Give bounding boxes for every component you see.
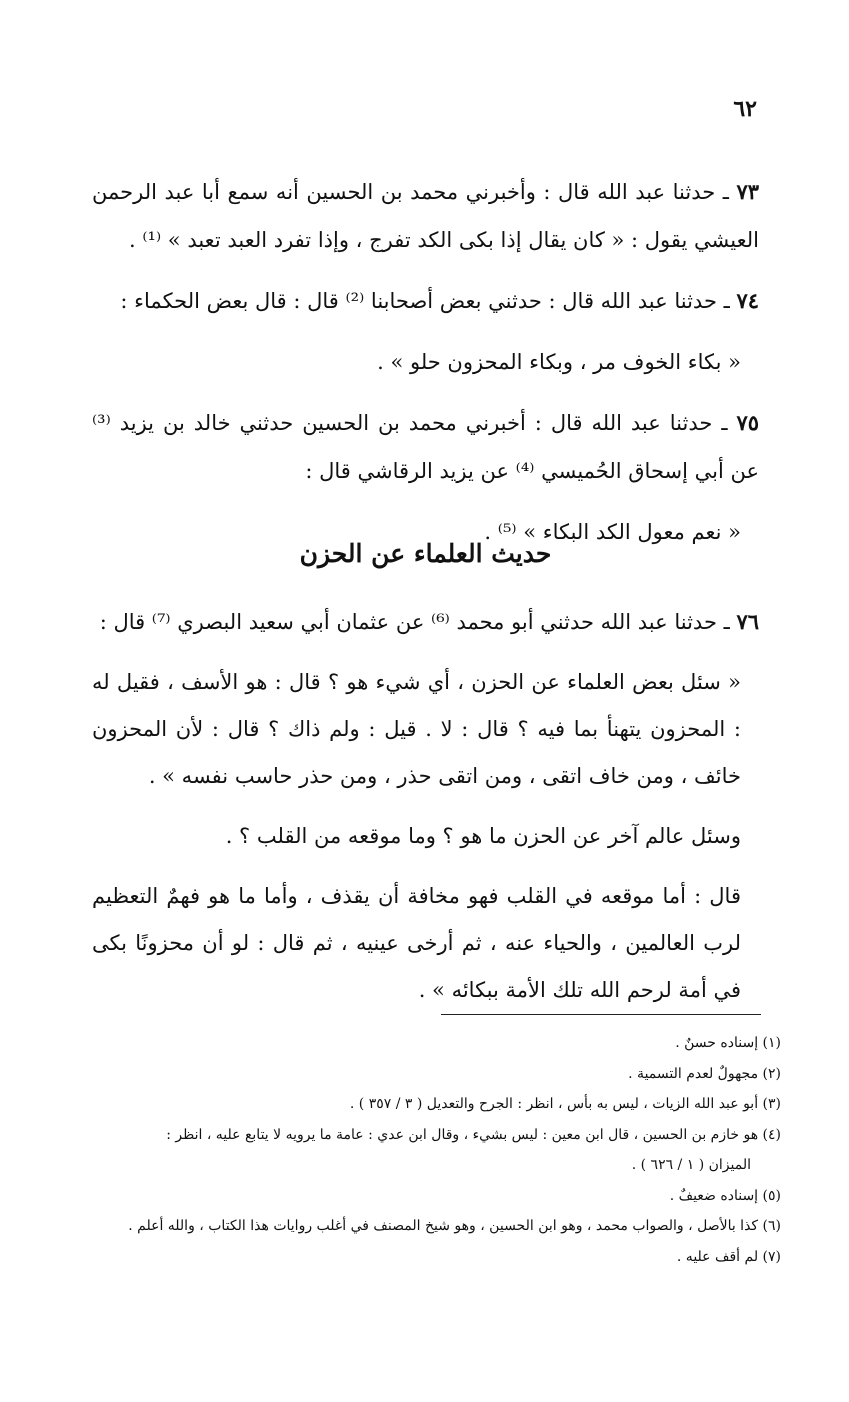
footnote-separator (441, 1014, 761, 1015)
paragraph-text: « سئل بعض العلماء عن الحزن ، أي شيء هو ؟ قال : هو الأسف ، فقيل له : المحزون يتهنأ بما فيه ؟ قال : لا . قيل : ولم ذاك ؟ قال : لأن المحزون خائف ، ومن خاف اتقى ، ومن اتقى حذر ، ومن حذر حاسب نفسه » . (92, 670, 741, 788)
quote-74 (92, 338, 759, 386)
hadith-number: ٧٣ (736, 179, 759, 204)
paragraph-76 (92, 598, 759, 646)
footnote-6: (٦) كذا بالأصل ، والصواب محمد ، وهو ابن الحسين ، وهو شيخ المصنف في أغلب روايات هذا الكتاب ، والله أعلم . (128, 1218, 781, 1234)
main-text-block-2 (92, 598, 759, 1027)
paragraph-75 (92, 399, 759, 495)
paragraph-text: « نعم معول الكد البكاء » ⁽⁵⁾ . (484, 520, 741, 544)
footnotes (70, 1028, 781, 1272)
paragraph-text: ـ حدثنا عبد الله حدثني أبو محمد ⁽⁶⁾ عن عثمان أبي سعيد البصري ⁽⁷⁾ قال : (99, 610, 737, 634)
paragraph-text: ـ حدثنا عبد الله قال : وأخبرني محمد بن الحسين أنه سمع أبا عبد الرحمن العيشي يقول : « كان يقال إذا بكى الكد تفرج ، وإذا تفرد العبد تعبد » ⁽¹⁾ . (92, 180, 759, 252)
paragraph-text: « بكاء الخوف مر ، وبكاء المحزون حلو » . (377, 350, 741, 374)
paragraph-second-question (92, 813, 759, 860)
page-number: ٦٢ (733, 96, 757, 122)
section-heading: حديث العلماء عن الحزن (299, 539, 552, 568)
paragraph-text: ـ حدثنا عبد الله قال : أخبرني محمد بن الحسين حدثني خالد بن يزيد ⁽³⁾ عن أبي إسحاق الحُميسي ⁽⁴⁾ عن يزيد الرقاشي قال : (92, 411, 759, 483)
paragraph-text: وسئل عالم آخر عن الحزن ما هو ؟ وما موقعه من القلب ؟ . (225, 824, 741, 848)
main-text-block-1 (92, 168, 759, 569)
hadith-number: ٧٦ (736, 609, 759, 634)
hadith-number: ٧٤ (736, 288, 759, 313)
footnote-1: (١) إسناده حسنٌ . (675, 1035, 781, 1051)
footnote-4: (٤) هو خازم بن الحسين ، قال ابن معين : ليس بشيء ، وقال ابن عدي : عامة ما يرويه لا يتابع عليه ، انظر : (166, 1126, 781, 1143)
paragraph-answer (92, 873, 759, 1014)
quote-76 (92, 659, 759, 800)
paragraph-text: قال : أما موقعه في القلب فهو مخافة أن يقذف ، وأما ما هو فهمٌ التعظيم لرب العالمين ، والحياء عنه ، ثم أرخى عينيه ، ثم قال : لو أن محزونًا بكى في أمة لرحم الله تلك الأمة ببكائه » . (92, 884, 741, 1002)
paragraph-text: ـ حدثنا عبد الله قال : حدثني بعض أصحابنا ⁽²⁾ قال : قال بعض الحكماء : (120, 289, 737, 313)
hadith-number: ٧٥ (736, 410, 759, 435)
footnote-3: (٣) أبو عبد الله الزيات ، ليس به بأس ، انظر : الجرح والتعديل ( ٣ / ٣٥٧ ) . (349, 1096, 781, 1112)
footnote-7: (٧) لم أقف عليه . (676, 1248, 781, 1265)
footnote-4-continued: الميزان ( ١ / ٦٢٦ ) . (631, 1157, 751, 1173)
footnote-2: (٢) مجهولٌ لعدم التسمية . (628, 1065, 781, 1082)
paragraph-74 (92, 277, 759, 325)
footnote-5: (٥) إسناده ضعيفٌ . (669, 1187, 781, 1204)
paragraph-73 (92, 168, 759, 264)
